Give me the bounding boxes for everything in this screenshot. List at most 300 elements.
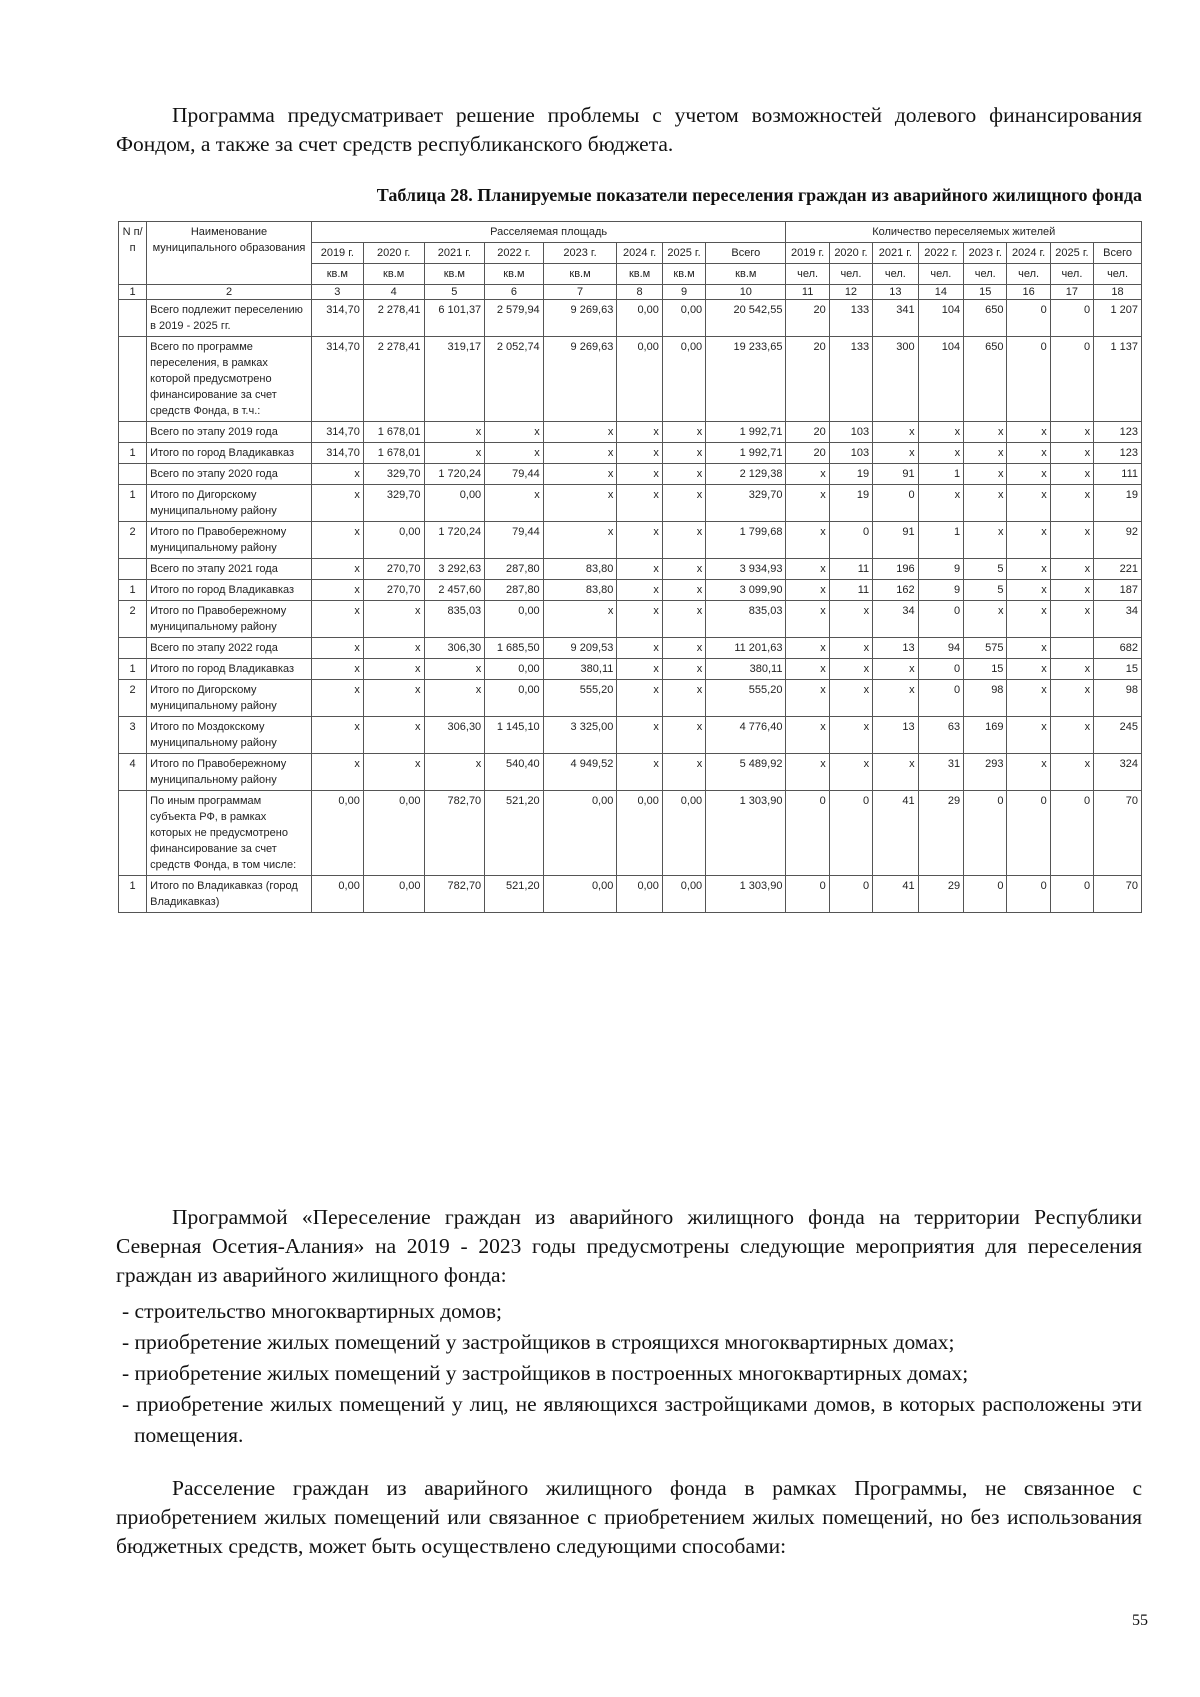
value-cell: х bbox=[1050, 485, 1093, 522]
value-cell: 20 bbox=[786, 443, 829, 464]
value-cell: 9 bbox=[918, 580, 964, 601]
table-caption: Таблица 28. Планируемые показатели переселения граждан из аварийного жилищного фонда bbox=[376, 185, 1142, 205]
row-number-cell bbox=[119, 464, 147, 485]
value-cell: 1 678,01 bbox=[363, 443, 424, 464]
value-cell: х bbox=[662, 754, 705, 791]
value-cell: х bbox=[1050, 464, 1093, 485]
column-index-cell: 7 bbox=[543, 285, 617, 300]
value-cell: 2 579,94 bbox=[485, 300, 544, 337]
value-cell: 0 bbox=[786, 791, 829, 876]
value-cell: 835,03 bbox=[706, 601, 786, 638]
value-cell: 91 bbox=[873, 522, 919, 559]
value-cell: 0 bbox=[1050, 300, 1093, 337]
value-cell: х bbox=[918, 485, 964, 522]
table-row bbox=[119, 876, 1142, 913]
value-cell: 20 542,55 bbox=[706, 300, 786, 337]
value-cell: х bbox=[543, 443, 617, 464]
table-row bbox=[119, 754, 1142, 791]
value-cell: х bbox=[424, 754, 485, 791]
value-cell: 1 bbox=[918, 522, 964, 559]
value-cell: х bbox=[311, 580, 363, 601]
value-cell: 2 278,41 bbox=[363, 300, 424, 337]
value-cell: х bbox=[311, 522, 363, 559]
value-cell: 314,70 bbox=[311, 443, 363, 464]
value-cell: х bbox=[485, 485, 544, 522]
value-cell: х bbox=[662, 422, 705, 443]
value-cell: х bbox=[617, 638, 663, 659]
value-cell: 221 bbox=[1094, 559, 1142, 580]
value-cell: х bbox=[617, 464, 663, 485]
area-year-header: 2024 г. bbox=[617, 243, 663, 264]
value-cell: х bbox=[617, 601, 663, 638]
value-cell: 650 bbox=[964, 337, 1007, 422]
value-cell: х bbox=[363, 680, 424, 717]
value-cell: х bbox=[964, 422, 1007, 443]
list-item: - приобретение жилых помещений у лиц, не являющихся застройщиками домов, в которых расположены эти помещения. bbox=[122, 1392, 1142, 1447]
row-number-cell: 2 bbox=[119, 522, 147, 559]
value-cell: х bbox=[1007, 659, 1050, 680]
area-unit-header: кв.м bbox=[706, 264, 786, 285]
value-cell: 92 bbox=[1094, 522, 1142, 559]
people-unit-header: чел. bbox=[964, 264, 1007, 285]
value-cell: 0,00 bbox=[543, 876, 617, 913]
value-cell: 83,80 bbox=[543, 580, 617, 601]
value-cell: х bbox=[617, 754, 663, 791]
value-cell: х bbox=[363, 601, 424, 638]
value-cell: 41 bbox=[873, 876, 919, 913]
row-name-cell: Всего по программе переселения, в рамках которой предусмотрено финансирование за счет средств Фонда, в т.ч.: bbox=[147, 337, 312, 422]
value-cell: 314,70 bbox=[311, 337, 363, 422]
row-number-cell: 1 bbox=[119, 485, 147, 522]
value-cell: х bbox=[1050, 717, 1093, 754]
value-cell: х bbox=[786, 638, 829, 659]
value-cell: 782,70 bbox=[424, 876, 485, 913]
value-cell: 0,00 bbox=[617, 791, 663, 876]
value-cell: 300 bbox=[873, 337, 919, 422]
people-year-header: 2019 г. bbox=[786, 243, 829, 264]
value-cell: х bbox=[311, 559, 363, 580]
value-cell: х bbox=[1007, 485, 1050, 522]
value-cell: 70 bbox=[1094, 791, 1142, 876]
people-year-header: 2024 г. bbox=[1007, 243, 1050, 264]
value-cell bbox=[1050, 638, 1093, 659]
value-cell: х bbox=[1007, 559, 1050, 580]
value-cell: 521,20 bbox=[485, 876, 544, 913]
value-cell: 5 489,92 bbox=[706, 754, 786, 791]
value-cell: 1 303,90 bbox=[706, 876, 786, 913]
value-cell: 103 bbox=[829, 443, 872, 464]
table-row bbox=[119, 337, 1142, 422]
value-cell: х bbox=[829, 680, 872, 717]
column-index-cell: 10 bbox=[706, 285, 786, 300]
table-row bbox=[119, 422, 1142, 443]
value-cell: 1 678,01 bbox=[363, 422, 424, 443]
methods-paragraph bbox=[116, 1474, 1142, 1561]
table-row bbox=[119, 522, 1142, 559]
measures-list bbox=[116, 1296, 1142, 1451]
value-cell: 329,70 bbox=[706, 485, 786, 522]
value-cell: 3 292,63 bbox=[424, 559, 485, 580]
value-cell: 0 bbox=[1050, 791, 1093, 876]
value-cell: 9 bbox=[918, 559, 964, 580]
intro-text: Программа предусматривает решение проблемы с учетом возможностей долевого финансирования Фондом, а также за счет средств республиканского бюджета. bbox=[116, 103, 1142, 156]
value-cell: х bbox=[1050, 422, 1093, 443]
value-cell: х bbox=[662, 638, 705, 659]
value-cell: 5 bbox=[964, 580, 1007, 601]
area-year-header: Всего bbox=[706, 243, 786, 264]
row-number-cell: 1 bbox=[119, 580, 147, 601]
row-number-cell: 2 bbox=[119, 601, 147, 638]
column-index-cell: 4 bbox=[363, 285, 424, 300]
value-cell: х bbox=[873, 659, 919, 680]
value-cell: 19 bbox=[829, 485, 872, 522]
row-name-cell: По иным программам субъекта РФ, в рамках которых не предусмотрено финансирование за счет средств Фонда, в том числе: bbox=[147, 791, 312, 876]
value-cell: 521,20 bbox=[485, 791, 544, 876]
column-index-cell: 15 bbox=[964, 285, 1007, 300]
table-row bbox=[119, 659, 1142, 680]
row-name-cell: Всего по этапу 2019 года bbox=[147, 422, 312, 443]
value-cell: 70 bbox=[1094, 876, 1142, 913]
value-cell: х bbox=[662, 522, 705, 559]
row-number-cell bbox=[119, 337, 147, 422]
value-cell: 0 bbox=[829, 876, 872, 913]
value-cell: 0 bbox=[873, 485, 919, 522]
value-cell: 0,00 bbox=[485, 601, 544, 638]
value-cell: 187 bbox=[1094, 580, 1142, 601]
value-cell: 0 bbox=[1050, 337, 1093, 422]
value-cell: 0 bbox=[1007, 337, 1050, 422]
value-cell: 83,80 bbox=[543, 559, 617, 580]
data-table bbox=[118, 221, 1142, 913]
value-cell: 20 bbox=[786, 337, 829, 422]
area-year-header: 2023 г. bbox=[543, 243, 617, 264]
table-row bbox=[119, 791, 1142, 876]
value-cell: х bbox=[1007, 680, 1050, 717]
value-cell: 34 bbox=[873, 601, 919, 638]
row-number-cell bbox=[119, 638, 147, 659]
value-cell: 11 bbox=[829, 580, 872, 601]
column-index-cell: 12 bbox=[829, 285, 872, 300]
value-cell: 0,00 bbox=[617, 337, 663, 422]
value-cell: 3 325,00 bbox=[543, 717, 617, 754]
value-cell: х bbox=[662, 485, 705, 522]
area-unit-header: кв.м bbox=[617, 264, 663, 285]
table-row bbox=[119, 559, 1142, 580]
column-index-cell: 18 bbox=[1094, 285, 1142, 300]
value-cell: 79,44 bbox=[485, 522, 544, 559]
value-cell: х bbox=[1007, 522, 1050, 559]
value-cell: х bbox=[964, 464, 1007, 485]
value-cell: х bbox=[485, 422, 544, 443]
value-cell: х bbox=[786, 522, 829, 559]
col-num-header: N п/п bbox=[119, 222, 147, 285]
value-cell: 0,00 bbox=[363, 876, 424, 913]
value-cell: 341 bbox=[873, 300, 919, 337]
program-paragraph bbox=[116, 1203, 1142, 1290]
column-index-cell: 16 bbox=[1007, 285, 1050, 300]
value-cell: 324 bbox=[1094, 754, 1142, 791]
value-cell: 19 233,65 bbox=[706, 337, 786, 422]
value-cell: х bbox=[617, 559, 663, 580]
people-year-header: 2021 г. bbox=[873, 243, 919, 264]
value-cell: 0,00 bbox=[485, 659, 544, 680]
value-cell: х bbox=[1007, 464, 1050, 485]
value-cell: 0,00 bbox=[662, 791, 705, 876]
value-cell: 2 052,74 bbox=[485, 337, 544, 422]
value-cell: 0,00 bbox=[311, 876, 363, 913]
value-cell: 3 934,93 bbox=[706, 559, 786, 580]
value-cell: 0,00 bbox=[617, 300, 663, 337]
value-cell: 1 137 bbox=[1094, 337, 1142, 422]
row-name-cell: Итого по город Владикавказ bbox=[147, 580, 312, 601]
value-cell: 0,00 bbox=[363, 522, 424, 559]
value-cell: 29 bbox=[918, 791, 964, 876]
value-cell: х bbox=[873, 443, 919, 464]
value-cell: х bbox=[311, 754, 363, 791]
value-cell: х bbox=[311, 717, 363, 754]
value-cell: х bbox=[617, 422, 663, 443]
table-row bbox=[119, 300, 1142, 337]
value-cell: х bbox=[1050, 580, 1093, 601]
value-cell: 306,30 bbox=[424, 638, 485, 659]
row-name-cell: Всего по этапу 2021 года bbox=[147, 559, 312, 580]
value-cell: 9 269,63 bbox=[543, 337, 617, 422]
value-cell: 287,80 bbox=[485, 580, 544, 601]
row-number-cell: 3 bbox=[119, 717, 147, 754]
value-cell: х bbox=[829, 754, 872, 791]
value-cell: 2 457,60 bbox=[424, 580, 485, 601]
people-unit-header: чел. bbox=[1094, 264, 1142, 285]
value-cell: х bbox=[1007, 422, 1050, 443]
value-cell: х bbox=[1007, 638, 1050, 659]
column-index-cell: 9 bbox=[662, 285, 705, 300]
value-cell: х bbox=[543, 522, 617, 559]
column-index-cell: 2 bbox=[147, 285, 312, 300]
value-cell: х bbox=[1050, 522, 1093, 559]
row-name-cell: Итого по Владикавказ (город Владикавказ) bbox=[147, 876, 312, 913]
value-cell: 835,03 bbox=[424, 601, 485, 638]
row-number-cell bbox=[119, 791, 147, 876]
value-cell: х bbox=[786, 717, 829, 754]
row-number-cell bbox=[119, 300, 147, 337]
column-index-cell: 11 bbox=[786, 285, 829, 300]
value-cell: 1 992,71 bbox=[706, 422, 786, 443]
value-cell: 103 bbox=[829, 422, 872, 443]
value-cell: 13 bbox=[873, 638, 919, 659]
value-cell: х bbox=[873, 754, 919, 791]
value-cell: х bbox=[311, 601, 363, 638]
value-cell: 98 bbox=[1094, 680, 1142, 717]
area-unit-header: кв.м bbox=[662, 264, 705, 285]
value-cell: 0,00 bbox=[617, 876, 663, 913]
value-cell: 1 145,10 bbox=[485, 717, 544, 754]
value-cell: 329,70 bbox=[363, 464, 424, 485]
value-cell: 314,70 bbox=[311, 422, 363, 443]
value-cell: х bbox=[786, 559, 829, 580]
list-item: - приобретение жилых помещений у застройщиков в построенных многоквартирных домах; bbox=[122, 1361, 969, 1385]
value-cell: 133 bbox=[829, 300, 872, 337]
value-cell: х bbox=[543, 485, 617, 522]
row-name-cell: Итого по Дигорскому муниципальному району bbox=[147, 485, 312, 522]
value-cell: 555,20 bbox=[543, 680, 617, 717]
table-row bbox=[119, 580, 1142, 601]
value-cell: х bbox=[1050, 443, 1093, 464]
row-name-cell: Итого по Правобережному муниципальному району bbox=[147, 601, 312, 638]
people-unit-header: чел. bbox=[873, 264, 919, 285]
value-cell: х bbox=[786, 601, 829, 638]
value-cell: х bbox=[662, 559, 705, 580]
value-cell: х bbox=[617, 680, 663, 717]
value-cell: х bbox=[662, 580, 705, 601]
value-cell: х bbox=[964, 485, 1007, 522]
area-year-header: 2025 г. bbox=[662, 243, 705, 264]
value-cell: 98 bbox=[964, 680, 1007, 717]
row-name-cell: Всего подлежит переселению в 2019 - 2025 гг. bbox=[147, 300, 312, 337]
area-unit-header: кв.м bbox=[424, 264, 485, 285]
value-cell: 380,11 bbox=[543, 659, 617, 680]
area-year-header: 2021 г. bbox=[424, 243, 485, 264]
intro-paragraph bbox=[116, 101, 1142, 159]
table-row bbox=[119, 601, 1142, 638]
value-cell: 91 bbox=[873, 464, 919, 485]
value-cell: х bbox=[829, 717, 872, 754]
people-unit-header: чел. bbox=[829, 264, 872, 285]
table-row bbox=[119, 485, 1142, 522]
value-cell: 555,20 bbox=[706, 680, 786, 717]
value-cell: х bbox=[363, 638, 424, 659]
value-cell: 0 bbox=[1007, 791, 1050, 876]
value-cell: 682 bbox=[1094, 638, 1142, 659]
value-cell: 6 101,37 bbox=[424, 300, 485, 337]
value-cell: 270,70 bbox=[363, 559, 424, 580]
value-cell: х bbox=[543, 422, 617, 443]
people-unit-header: чел. bbox=[1050, 264, 1093, 285]
value-cell: х bbox=[1007, 580, 1050, 601]
value-cell: х bbox=[617, 522, 663, 559]
table-row bbox=[119, 464, 1142, 485]
value-cell: х bbox=[964, 522, 1007, 559]
row-number-cell bbox=[119, 422, 147, 443]
value-cell: 1 685,50 bbox=[485, 638, 544, 659]
value-cell: х bbox=[311, 659, 363, 680]
value-cell: 104 bbox=[918, 300, 964, 337]
value-cell: 0,00 bbox=[311, 791, 363, 876]
value-cell: 63 bbox=[918, 717, 964, 754]
value-cell: х bbox=[786, 680, 829, 717]
value-cell: 0 bbox=[964, 876, 1007, 913]
value-cell: 5 bbox=[964, 559, 1007, 580]
value-cell: х bbox=[1007, 443, 1050, 464]
value-cell: 15 bbox=[964, 659, 1007, 680]
value-cell: 314,70 bbox=[311, 300, 363, 337]
people-unit-header: чел. bbox=[1007, 264, 1050, 285]
page-number: 55 bbox=[1132, 1612, 1148, 1629]
value-cell: х bbox=[311, 638, 363, 659]
value-cell: 41 bbox=[873, 791, 919, 876]
row-number-cell: 1 bbox=[119, 659, 147, 680]
row-name-cell: Итого по Моздокскому муниципальному району bbox=[147, 717, 312, 754]
people-year-header: 2022 г. bbox=[918, 243, 964, 264]
value-cell: х bbox=[786, 754, 829, 791]
row-name-cell: Итого по Правобережному муниципальному району bbox=[147, 754, 312, 791]
value-cell: 329,70 bbox=[363, 485, 424, 522]
value-cell: х bbox=[829, 638, 872, 659]
value-cell: х bbox=[918, 443, 964, 464]
value-cell: 162 bbox=[873, 580, 919, 601]
value-cell: х bbox=[873, 680, 919, 717]
area-unit-header: кв.м bbox=[543, 264, 617, 285]
value-cell: 380,11 bbox=[706, 659, 786, 680]
value-cell: х bbox=[786, 464, 829, 485]
area-year-header: 2022 г. bbox=[485, 243, 544, 264]
value-cell: 1 799,68 bbox=[706, 522, 786, 559]
row-number-cell: 1 bbox=[119, 443, 147, 464]
value-cell: х bbox=[662, 717, 705, 754]
column-index-cell: 1 bbox=[119, 285, 147, 300]
value-cell: 0 bbox=[1050, 876, 1093, 913]
row-name-cell: Итого по город Владикавказ bbox=[147, 443, 312, 464]
value-cell: х bbox=[424, 680, 485, 717]
value-cell: 15 bbox=[1094, 659, 1142, 680]
value-cell: х bbox=[829, 659, 872, 680]
table-row bbox=[119, 443, 1142, 464]
value-cell: 9 209,53 bbox=[543, 638, 617, 659]
value-cell: х bbox=[311, 485, 363, 522]
value-cell: 11 bbox=[829, 559, 872, 580]
value-cell: 1 720,24 bbox=[424, 464, 485, 485]
value-cell: х bbox=[1007, 601, 1050, 638]
value-cell: 0 bbox=[1007, 876, 1050, 913]
area-unit-header: кв.м bbox=[485, 264, 544, 285]
row-name-cell: Итого по город Владикавказ bbox=[147, 659, 312, 680]
value-cell: 196 bbox=[873, 559, 919, 580]
value-cell: 111 bbox=[1094, 464, 1142, 485]
value-cell: 0,00 bbox=[485, 680, 544, 717]
value-cell: х bbox=[363, 717, 424, 754]
value-cell: х bbox=[1050, 659, 1093, 680]
value-cell: х bbox=[662, 659, 705, 680]
value-cell: х bbox=[662, 601, 705, 638]
column-index-cell: 14 bbox=[918, 285, 964, 300]
program-text: Программой «Переселение граждан из аварийного жилищного фонда на территории Республики Северная Осетия-Алания» на 2019 - 2023 годы предусмотрены следующие мероприятия для переселения граждан из аварийного жилищного фонда: bbox=[116, 1205, 1142, 1287]
value-cell: х bbox=[964, 601, 1007, 638]
value-cell: х bbox=[1007, 754, 1050, 791]
value-cell: х bbox=[363, 659, 424, 680]
value-cell: х bbox=[543, 464, 617, 485]
value-cell: 0 bbox=[786, 876, 829, 913]
column-index-cell: 3 bbox=[311, 285, 363, 300]
value-cell: 1 303,90 bbox=[706, 791, 786, 876]
resettlement-table bbox=[118, 221, 1142, 913]
value-cell: 319,17 bbox=[424, 337, 485, 422]
row-name-cell: Всего по этапу 2022 года bbox=[147, 638, 312, 659]
row-number-cell: 2 bbox=[119, 680, 147, 717]
list-item: - строительство многоквартирных домов; bbox=[122, 1299, 502, 1323]
value-cell: 123 bbox=[1094, 443, 1142, 464]
value-cell: х bbox=[662, 443, 705, 464]
value-cell: х bbox=[662, 464, 705, 485]
value-cell: х bbox=[617, 717, 663, 754]
value-cell: 1 720,24 bbox=[424, 522, 485, 559]
value-cell: 169 bbox=[964, 717, 1007, 754]
value-cell: х bbox=[1050, 559, 1093, 580]
area-year-header: 2019 г. bbox=[311, 243, 363, 264]
value-cell: 20 bbox=[786, 422, 829, 443]
value-cell: х bbox=[786, 485, 829, 522]
value-cell: х bbox=[1050, 754, 1093, 791]
value-cell: 19 bbox=[1094, 485, 1142, 522]
value-cell: х bbox=[543, 601, 617, 638]
